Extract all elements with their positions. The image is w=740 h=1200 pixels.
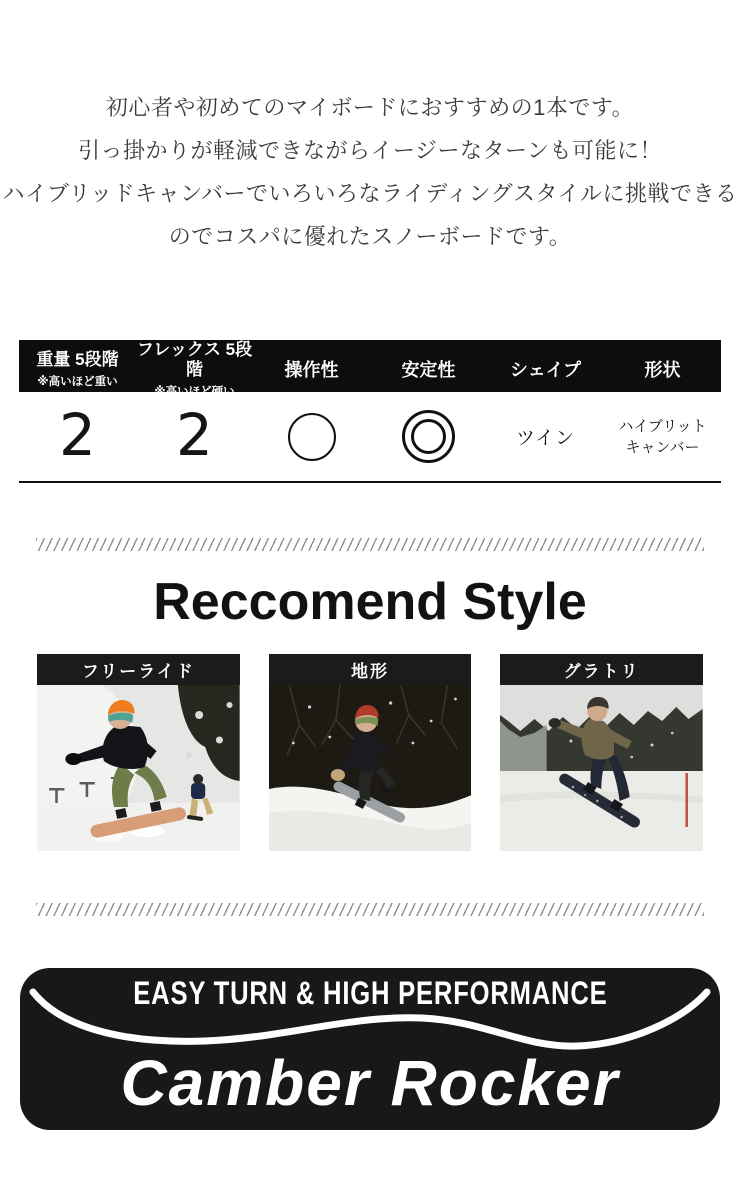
handling-header-label: 操作性 — [284, 360, 339, 381]
weight-value: 2 — [59, 400, 96, 469]
spec-col-flex — [136, 340, 253, 399]
photo-freeride-label: フリーライド — [37, 654, 240, 685]
photo-ground-tricks-label: グラトリ — [500, 654, 703, 685]
freeride-photo-image — [37, 685, 240, 851]
stability-header-label: 安定性 — [401, 360, 456, 381]
intro-line-3: ハイブリッドキャンバーでいろいろなライディングスタイルに挑戦できる — [2, 181, 738, 206]
shape-header-label: シェイプ — [509, 360, 582, 381]
spec-col-weight — [19, 350, 136, 388]
recommend-style-photos — [37, 654, 703, 851]
flex-header-label: フレックス 5段階 — [136, 340, 253, 380]
photo-ground-tricks — [500, 654, 703, 851]
recommend-style-title: Reccomend Style — [153, 573, 587, 631]
photo-terrain — [269, 654, 472, 851]
flex-header-note: ※高いほど硬い — [154, 385, 235, 398]
weight-header-label: 重量 5段階 — [36, 350, 119, 370]
intro-line-1: 初心者や初めてのマイボードにおすすめの1本です。 — [105, 95, 635, 120]
ground-tricks-photo-image — [500, 685, 703, 851]
photo-terrain-label: 地形 — [269, 654, 472, 685]
spec-table-values — [19, 392, 721, 481]
flex-value: 2 — [176, 400, 213, 469]
intro-paragraph — [0, 0, 740, 258]
spec-table-header — [19, 340, 721, 398]
intro-line-2: 引っ掛かりが軽減できながらイージーなターンも可能に！ — [77, 138, 663, 163]
hatched-divider-bottom — [36, 903, 704, 916]
intro-line-4: のでコスパに優れたスノーボードです。 — [168, 224, 572, 249]
stability-rating-double-circle-icon — [402, 410, 455, 463]
photo-freeride — [37, 654, 240, 851]
profile-value: ハイブリット キャンバー — [618, 417, 707, 456]
banner-title: Camber Rocker — [120, 1047, 620, 1119]
camber-rocker-banner — [20, 968, 720, 1130]
terrain-photo-image — [269, 685, 472, 851]
profile-header-label: 形状 — [644, 360, 681, 381]
shape-value: ツイン — [515, 428, 576, 449]
handling-rating-circle-icon — [288, 413, 336, 461]
hatched-divider-top — [36, 538, 704, 551]
weight-header-note: ※高いほど重い — [37, 375, 118, 388]
banner-tagline: EASY TURN & HIGH PERFORMANCE — [132, 975, 608, 1011]
spec-table — [19, 340, 721, 483]
